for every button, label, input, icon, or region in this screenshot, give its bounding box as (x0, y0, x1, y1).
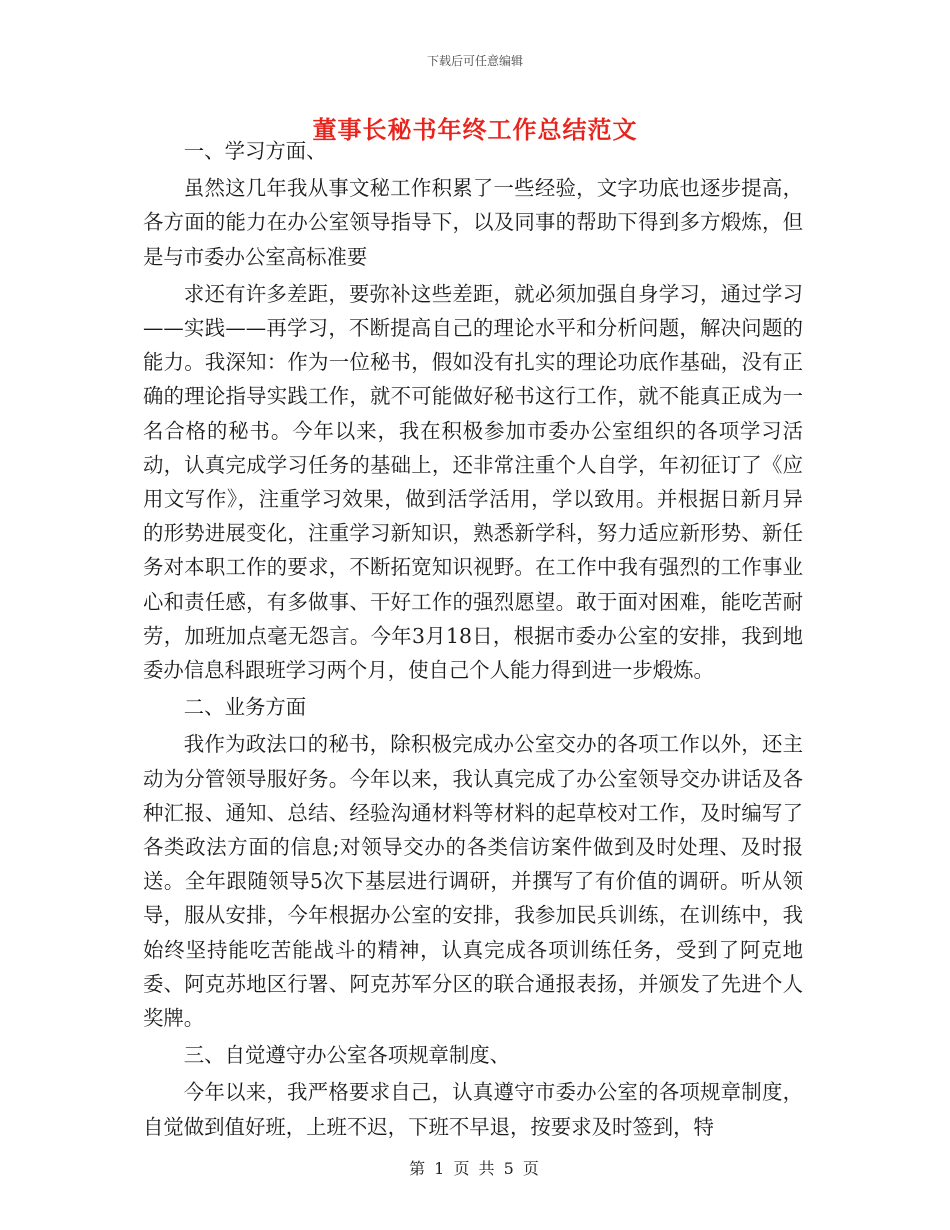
paragraph: 今年以来，我严格要求自己，认真遵守市委办公室的各项规章制度，自觉做到值好班，上班不迟，下班不早退，按要求及时签到，特 (143, 1080, 803, 1139)
paragraph-section-2-heading: 二、业务方面 (183, 695, 307, 720)
document-body (143, 134, 803, 1147)
paragraph-section-3-heading: 三、自觉遵守办公室各项规章制度、 (183, 1043, 511, 1068)
document-title: 董事长秘书年终工作总结范文 (312, 116, 638, 144)
page-number: 第 1 页 共 5 页 (409, 1159, 541, 1178)
paragraph: 求还有许多差距，要弥补这些差距，就必须加强自身学习，通过学习——实践——再学习，不断提高自己的理论水平和分析问题，解决问题的能力。我深知：作为一位秘书，假如没有扎实的理论功底作基础，没有正确的理论指导实践工作，就不可能做好秘书这行工作，就不能真正成为一名合格的秘书。今年以来，我在积极参加市委办公室组织的各项学习活动，认真完成学习任务的基础上，还非常注重个人自学，年初征订了《应用文写作》，注重学习效果，做到活学活用，学以致用。并根据日新月异的形势进展变化，注重学习新知识，熟悉新学科，努力适应新形势、新任务对本职工作的要求，不断拓宽知识视野。在工作中我有强烈的工作事业心和责任感，有多做事、干好工作的强烈愿望。敢于面对困难，能吃苦耐劳，加班加点毫无怨言。今年3月18日，根据市委办公室的安排，我到地委办信息科跟班学习两个月，使自己个人能力得到进一步煅炼。 (143, 281, 803, 683)
page-header-note: 下载后可任意编辑 (426, 54, 523, 68)
paragraph: 我作为政法口的秘书，除积极完成办公室交办的各项工作以外，还主动为分管领导服好务。今年以来，我认真完成了办公室领导交办讲话及各种汇报、通知、总结、经验沟通材料等材料的起草校对工作，及时编写了各类政法方面的信息;对领导交办的各类信访案件做到及时处理、及时报送。全年跟随领导5次下基层进行调研，并撰写了有价值的调研。听从领导，服从安排，今年根据办公室的安排，我参加民兵训练，在训练中，我始终坚持能吃苦能战斗的精神，认真完成各项训练任务，受到了阿克地委、阿克苏地区行署、阿克苏军分区的联合通报表扬，并颁发了先进个人奖牌。 (143, 732, 803, 1031)
paragraph-section-1-heading: 一、学习方面、 (183, 139, 327, 163)
paragraph: 虽然这几年我从事文秘工作积累了一些经验，文字功底也逐步提高，各方面的能力在办公室领导指导下，以及同事的帮助下得到多方煅炼，但是与市委办公室高标准要 (143, 176, 803, 269)
